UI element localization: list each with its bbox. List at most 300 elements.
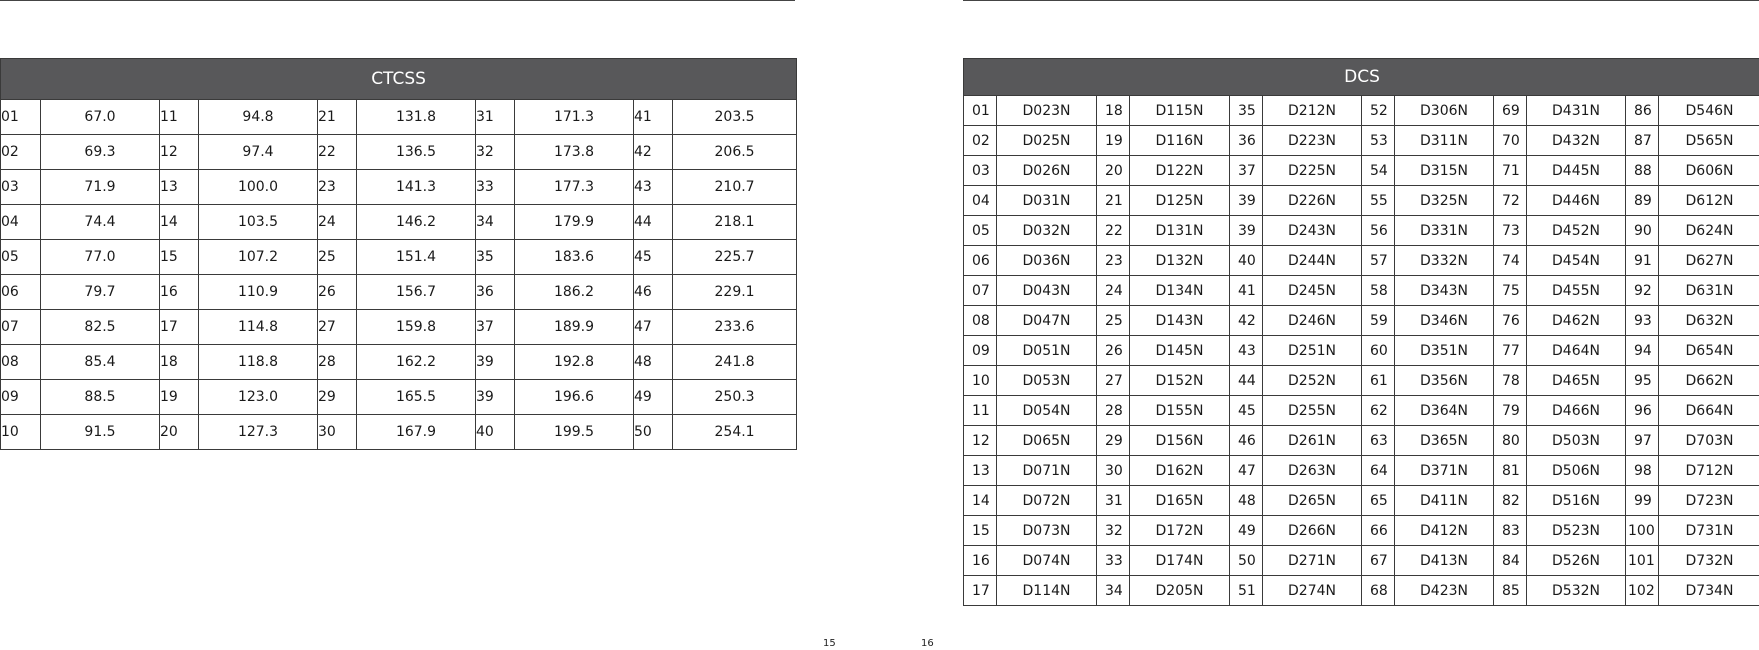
code-value: 189.9: [515, 310, 634, 345]
channel-number: 89: [1626, 186, 1659, 216]
table-row: [1, 275, 797, 310]
channel-number: 45: [634, 240, 673, 275]
table-row: [964, 156, 1759, 186]
table-row: [964, 366, 1759, 396]
channel-number: 93: [1626, 306, 1659, 336]
channel-number: 81: [1494, 456, 1527, 486]
code-value: D452N: [1527, 216, 1626, 246]
code-value: D122N: [1130, 156, 1230, 186]
code-value: D325N: [1395, 186, 1494, 216]
code-value: D131N: [1130, 216, 1230, 246]
code-value: D114N: [997, 576, 1097, 606]
channel-number: 18: [160, 345, 199, 380]
channel-number: 95: [1626, 366, 1659, 396]
channel-number: 23: [1097, 246, 1130, 276]
channel-number: 06: [1, 275, 41, 310]
code-value: D212N: [1263, 96, 1362, 126]
code-value: D423N: [1395, 576, 1494, 606]
channel-number: 37: [476, 310, 515, 345]
code-value: D023N: [997, 96, 1097, 126]
channel-number: 19: [1097, 126, 1130, 156]
code-value: 74.4: [41, 205, 160, 240]
table-row: [1, 415, 797, 450]
channel-number: 09: [1, 380, 41, 415]
channel-number: 18: [1097, 96, 1130, 126]
channel-number: 90: [1626, 216, 1659, 246]
channel-number: 06: [964, 246, 997, 276]
channel-number: 78: [1494, 366, 1527, 396]
channel-number: 22: [318, 135, 357, 170]
channel-number: 10: [1, 415, 41, 450]
channel-number: 14: [160, 205, 199, 240]
channel-number: 17: [964, 576, 997, 606]
channel-number: 87: [1626, 126, 1659, 156]
channel-number: 54: [1362, 156, 1395, 186]
code-value: D155N: [1130, 396, 1230, 426]
channel-number: 13: [964, 456, 997, 486]
code-value: 118.8: [199, 345, 318, 380]
table-row: [1, 380, 797, 415]
channel-number: 04: [964, 186, 997, 216]
code-value: D346N: [1395, 306, 1494, 336]
code-value: D365N: [1395, 426, 1494, 456]
code-value: D432N: [1527, 126, 1626, 156]
code-value: D116N: [1130, 126, 1230, 156]
channel-number: 08: [1, 345, 41, 380]
code-value: 146.2: [357, 205, 476, 240]
dcs-table: [963, 58, 1759, 606]
code-value: 254.1: [673, 415, 797, 450]
channel-number: 85: [1494, 576, 1527, 606]
channel-number: 16: [964, 546, 997, 576]
channel-number: 55: [1362, 186, 1395, 216]
code-value: D446N: [1527, 186, 1626, 216]
channel-number: 77: [1494, 336, 1527, 366]
channel-number: 48: [634, 345, 673, 380]
code-value: D025N: [997, 126, 1097, 156]
table-row: [964, 546, 1759, 576]
channel-number: 34: [1097, 576, 1130, 606]
channel-number: 36: [1230, 126, 1263, 156]
code-value: D134N: [1130, 276, 1230, 306]
code-value: D162N: [1130, 456, 1230, 486]
code-value: D306N: [1395, 96, 1494, 126]
channel-number: 32: [1097, 516, 1130, 546]
code-value: D246N: [1263, 306, 1362, 336]
channel-number: 31: [476, 100, 515, 135]
channel-number: 10: [964, 366, 997, 396]
table-row: [964, 276, 1759, 306]
channel-number: 41: [634, 100, 673, 135]
code-value: D411N: [1395, 486, 1494, 516]
code-value: D731N: [1659, 516, 1759, 546]
table-row: [964, 96, 1759, 126]
code-value: D351N: [1395, 336, 1494, 366]
code-value: 94.8: [199, 100, 318, 135]
channel-number: 43: [1230, 336, 1263, 366]
channel-number: 21: [1097, 186, 1130, 216]
channel-number: 46: [634, 275, 673, 310]
code-value: 127.3: [199, 415, 318, 450]
code-value: D464N: [1527, 336, 1626, 366]
page-number-left: 15: [823, 638, 836, 649]
code-value: 241.8: [673, 345, 797, 380]
channel-number: 24: [1097, 276, 1130, 306]
channel-number: 03: [964, 156, 997, 186]
channel-number: 40: [476, 415, 515, 450]
ctcss-table: [0, 58, 797, 450]
channel-number: 17: [160, 310, 199, 345]
code-value: 151.4: [357, 240, 476, 275]
code-value: 206.5: [673, 135, 797, 170]
channel-number: 05: [1, 240, 41, 275]
code-value: D664N: [1659, 396, 1759, 426]
channel-number: 48: [1230, 486, 1263, 516]
channel-number: 39: [476, 345, 515, 380]
code-value: D343N: [1395, 276, 1494, 306]
channel-number: 15: [964, 516, 997, 546]
code-value: D172N: [1130, 516, 1230, 546]
code-value: 82.5: [41, 310, 160, 345]
code-value: D723N: [1659, 486, 1759, 516]
code-value: 131.8: [357, 100, 476, 135]
code-value: D265N: [1263, 486, 1362, 516]
code-value: D115N: [1130, 96, 1230, 126]
table-row: [1, 345, 797, 380]
code-value: D251N: [1263, 336, 1362, 366]
code-value: D734N: [1659, 576, 1759, 606]
code-value: D413N: [1395, 546, 1494, 576]
channel-number: 13: [160, 170, 199, 205]
channel-number: 05: [964, 216, 997, 246]
code-value: 159.8: [357, 310, 476, 345]
code-value: D223N: [1263, 126, 1362, 156]
code-value: D054N: [997, 396, 1097, 426]
code-value: D043N: [997, 276, 1097, 306]
code-value: D732N: [1659, 546, 1759, 576]
code-value: D065N: [997, 426, 1097, 456]
channel-number: 50: [1230, 546, 1263, 576]
channel-number: 101: [1626, 546, 1659, 576]
code-value: D431N: [1527, 96, 1626, 126]
code-value: D143N: [1130, 306, 1230, 336]
code-value: D071N: [997, 456, 1097, 486]
code-value: D174N: [1130, 546, 1230, 576]
channel-number: 69: [1494, 96, 1527, 126]
channel-number: 25: [1097, 306, 1130, 336]
code-value: D156N: [1130, 426, 1230, 456]
code-value: D026N: [997, 156, 1097, 186]
code-value: D465N: [1527, 366, 1626, 396]
table-row: [964, 216, 1759, 246]
code-value: D712N: [1659, 456, 1759, 486]
channel-number: 21: [318, 100, 357, 135]
code-value: D606N: [1659, 156, 1759, 186]
code-value: D371N: [1395, 456, 1494, 486]
table-row: [964, 396, 1759, 426]
channel-number: 08: [964, 306, 997, 336]
channel-number: 49: [1230, 516, 1263, 546]
table-row: [1, 205, 797, 240]
table-row: [1, 310, 797, 345]
code-value: 171.3: [515, 100, 634, 135]
code-value: 177.3: [515, 170, 634, 205]
code-value: 100.0: [199, 170, 318, 205]
code-value: D245N: [1263, 276, 1362, 306]
code-value: 91.5: [41, 415, 160, 450]
code-value: D624N: [1659, 216, 1759, 246]
code-value: D226N: [1263, 186, 1362, 216]
code-value: D523N: [1527, 516, 1626, 546]
code-value: D506N: [1527, 456, 1626, 486]
code-value: D205N: [1130, 576, 1230, 606]
code-value: 173.8: [515, 135, 634, 170]
code-value: 156.7: [357, 275, 476, 310]
channel-number: 30: [318, 415, 357, 450]
code-value: 203.5: [673, 100, 797, 135]
table-row: [964, 126, 1759, 156]
table-row: [1, 135, 797, 170]
channel-number: 35: [476, 240, 515, 275]
channel-number: 28: [318, 345, 357, 380]
page-number-right: 16: [921, 638, 934, 649]
right-page-top-rule: [963, 0, 1759, 1]
channel-number: 41: [1230, 276, 1263, 306]
code-value: D532N: [1527, 576, 1626, 606]
table-row: [1, 100, 797, 135]
code-value: 67.0: [41, 100, 160, 135]
channel-number: 60: [1362, 336, 1395, 366]
channel-number: 68: [1362, 576, 1395, 606]
code-value: D662N: [1659, 366, 1759, 396]
channel-number: 51: [1230, 576, 1263, 606]
code-value: 186.2: [515, 275, 634, 310]
channel-number: 92: [1626, 276, 1659, 306]
channel-number: 31: [1097, 486, 1130, 516]
table-row: [964, 306, 1759, 336]
code-value: 196.6: [515, 380, 634, 415]
code-value: 179.9: [515, 205, 634, 240]
channel-number: 72: [1494, 186, 1527, 216]
code-value: D612N: [1659, 186, 1759, 216]
code-value: D332N: [1395, 246, 1494, 276]
channel-number: 44: [1230, 366, 1263, 396]
code-value: 233.6: [673, 310, 797, 345]
channel-number: 59: [1362, 306, 1395, 336]
code-value: D364N: [1395, 396, 1494, 426]
code-value: D526N: [1527, 546, 1626, 576]
channel-number: 96: [1626, 396, 1659, 426]
channel-number: 25: [318, 240, 357, 275]
code-value: D466N: [1527, 396, 1626, 426]
code-value: D445N: [1527, 156, 1626, 186]
channel-number: 62: [1362, 396, 1395, 426]
channel-number: 76: [1494, 306, 1527, 336]
channel-number: 88: [1626, 156, 1659, 186]
code-value: D243N: [1263, 216, 1362, 246]
code-value: D631N: [1659, 276, 1759, 306]
table-row: [964, 576, 1759, 606]
code-value: D516N: [1527, 486, 1626, 516]
channel-number: 02: [964, 126, 997, 156]
channel-number: 71: [1494, 156, 1527, 186]
channel-number: 42: [634, 135, 673, 170]
channel-number: 14: [964, 486, 997, 516]
channel-number: 22: [1097, 216, 1130, 246]
code-value: D455N: [1527, 276, 1626, 306]
code-value: 77.0: [41, 240, 160, 275]
channel-number: 20: [1097, 156, 1130, 186]
channel-number: 39: [1230, 216, 1263, 246]
channel-number: 19: [160, 380, 199, 415]
code-value: D271N: [1263, 546, 1362, 576]
channel-number: 98: [1626, 456, 1659, 486]
channel-number: 03: [1, 170, 41, 205]
code-value: D074N: [997, 546, 1097, 576]
channel-number: 97: [1626, 426, 1659, 456]
channel-number: 07: [1, 310, 41, 345]
code-value: 250.3: [673, 380, 797, 415]
code-value: 114.8: [199, 310, 318, 345]
channel-number: 94: [1626, 336, 1659, 366]
code-value: D263N: [1263, 456, 1362, 486]
code-value: 141.3: [357, 170, 476, 205]
channel-number: 46: [1230, 426, 1263, 456]
channel-number: 33: [476, 170, 515, 205]
table-row: [964, 456, 1759, 486]
code-value: 183.6: [515, 240, 634, 275]
channel-number: 34: [476, 205, 515, 240]
code-value: D255N: [1263, 396, 1362, 426]
channel-number: 50: [634, 415, 673, 450]
channel-number: 58: [1362, 276, 1395, 306]
channel-number: 24: [318, 205, 357, 240]
channel-number: 91: [1626, 246, 1659, 276]
channel-number: 64: [1362, 456, 1395, 486]
code-value: D565N: [1659, 126, 1759, 156]
code-value: 97.4: [199, 135, 318, 170]
channel-number: 32: [476, 135, 515, 170]
code-value: 192.8: [515, 345, 634, 380]
channel-number: 39: [476, 380, 515, 415]
channel-number: 74: [1494, 246, 1527, 276]
code-value: 103.5: [199, 205, 318, 240]
channel-number: 36: [476, 275, 515, 310]
table-row: [964, 246, 1759, 276]
channel-number: 37: [1230, 156, 1263, 186]
channel-number: 35: [1230, 96, 1263, 126]
channel-number: 80: [1494, 426, 1527, 456]
channel-number: 73: [1494, 216, 1527, 246]
code-value: D053N: [997, 366, 1097, 396]
channel-number: 16: [160, 275, 199, 310]
table-row: [1, 170, 797, 205]
code-value: D274N: [1263, 576, 1362, 606]
channel-number: 83: [1494, 516, 1527, 546]
channel-number: 27: [1097, 366, 1130, 396]
channel-number: 33: [1097, 546, 1130, 576]
code-value: D632N: [1659, 306, 1759, 336]
channel-number: 100: [1626, 516, 1659, 546]
channel-number: 26: [1097, 336, 1130, 366]
code-value: D331N: [1395, 216, 1494, 246]
channel-number: 102: [1626, 576, 1659, 606]
code-value: D125N: [1130, 186, 1230, 216]
ctcss-title: CTCSS: [1, 59, 797, 100]
channel-number: 61: [1362, 366, 1395, 396]
channel-number: 56: [1362, 216, 1395, 246]
code-value: D132N: [1130, 246, 1230, 276]
channel-number: 49: [634, 380, 673, 415]
code-value: D546N: [1659, 96, 1759, 126]
channel-number: 40: [1230, 246, 1263, 276]
code-value: 218.1: [673, 205, 797, 240]
channel-number: 11: [160, 100, 199, 135]
channel-number: 53: [1362, 126, 1395, 156]
table-row: [1, 240, 797, 275]
code-value: 165.5: [357, 380, 476, 415]
channel-number: 43: [634, 170, 673, 205]
code-value: 79.7: [41, 275, 160, 310]
channel-number: 75: [1494, 276, 1527, 306]
code-value: D031N: [997, 186, 1097, 216]
table-row: [964, 516, 1759, 546]
code-value: D036N: [997, 246, 1097, 276]
table-row: [964, 486, 1759, 516]
channel-number: 47: [634, 310, 673, 345]
channel-number: 27: [318, 310, 357, 345]
channel-number: 45: [1230, 396, 1263, 426]
channel-number: 52: [1362, 96, 1395, 126]
table-row: [964, 336, 1759, 366]
table-row: [964, 426, 1759, 456]
code-value: D462N: [1527, 306, 1626, 336]
code-value: D165N: [1130, 486, 1230, 516]
channel-number: 66: [1362, 516, 1395, 546]
code-value: D311N: [1395, 126, 1494, 156]
code-value: 229.1: [673, 275, 797, 310]
code-value: D225N: [1263, 156, 1362, 186]
channel-number: 01: [1, 100, 41, 135]
code-value: 136.5: [357, 135, 476, 170]
code-value: D315N: [1395, 156, 1494, 186]
channel-number: 04: [1, 205, 41, 240]
channel-number: 29: [318, 380, 357, 415]
channel-number: 23: [318, 170, 357, 205]
channel-number: 12: [964, 426, 997, 456]
channel-number: 47: [1230, 456, 1263, 486]
channel-number: 30: [1097, 456, 1130, 486]
code-value: 210.7: [673, 170, 797, 205]
channel-number: 09: [964, 336, 997, 366]
code-value: 110.9: [199, 275, 318, 310]
channel-number: 65: [1362, 486, 1395, 516]
channel-number: 26: [318, 275, 357, 310]
code-value: D145N: [1130, 336, 1230, 366]
code-value: 162.2: [357, 345, 476, 380]
code-value: D703N: [1659, 426, 1759, 456]
channel-number: 79: [1494, 396, 1527, 426]
channel-number: 70: [1494, 126, 1527, 156]
code-value: D356N: [1395, 366, 1494, 396]
code-value: 123.0: [199, 380, 318, 415]
code-value: D252N: [1263, 366, 1362, 396]
code-value: D073N: [997, 516, 1097, 546]
channel-number: 20: [160, 415, 199, 450]
channel-number: 82: [1494, 486, 1527, 516]
channel-number: 11: [964, 396, 997, 426]
channel-number: 67: [1362, 546, 1395, 576]
